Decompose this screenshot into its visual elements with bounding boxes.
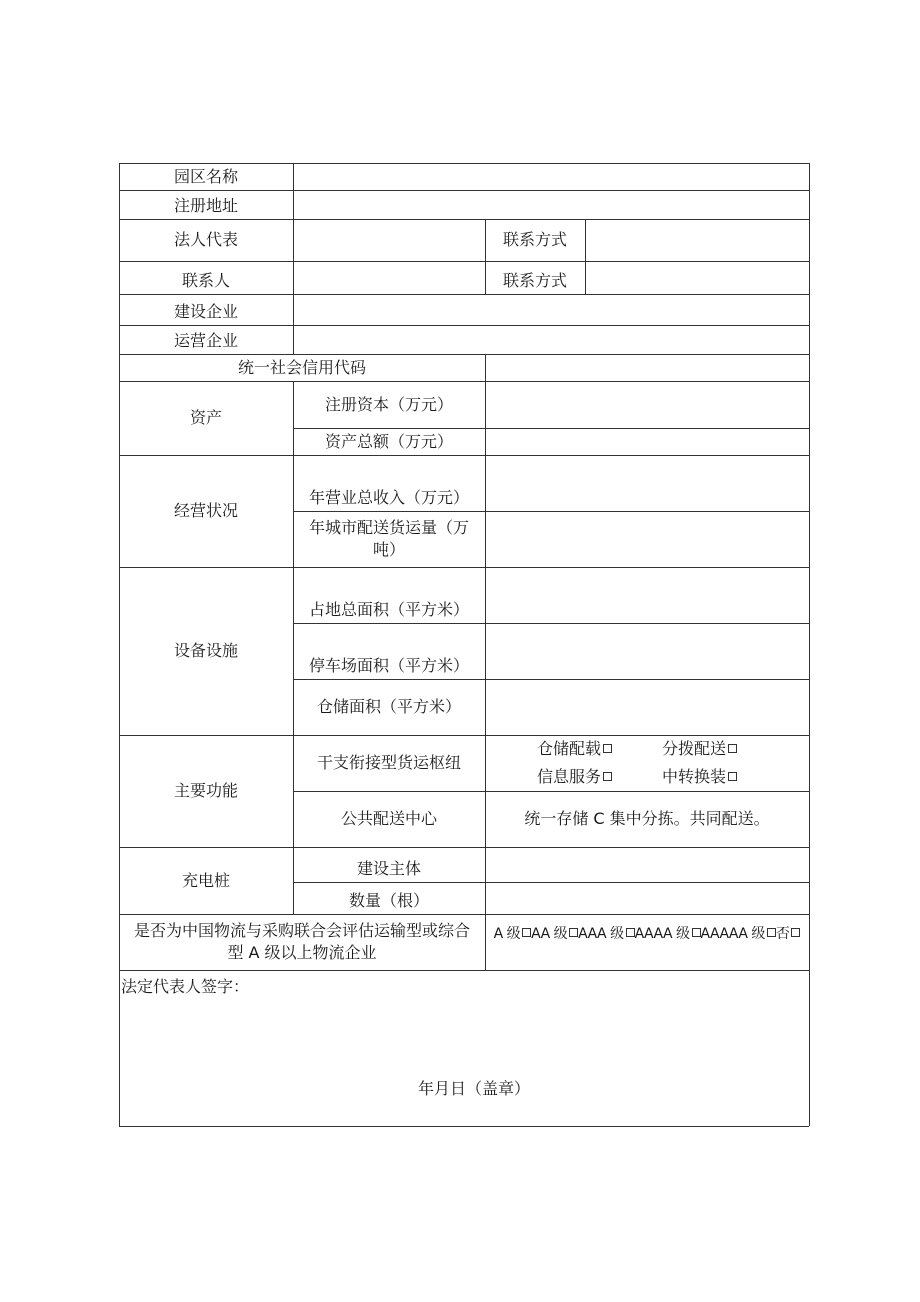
- checkbox-icon[interactable]: [791, 928, 800, 937]
- grade-aaaa-option[interactable]: [635, 923, 701, 945]
- operation-company-label: 运营企业: [173, 331, 238, 350]
- registered-address-label: 注册地址: [173, 196, 238, 215]
- annual-volume-label-line1: 年城市配送货运量（万: [308, 518, 469, 537]
- evaluation-grade-options: [485, 914, 809, 954]
- charging-quantity-field[interactable]: [485, 882, 809, 914]
- park-name-label: 园区名称: [173, 167, 238, 186]
- center-type-label: 公共配送中心: [340, 809, 437, 828]
- parking-area-field[interactable]: [485, 623, 809, 679]
- checkbox-icon[interactable]: [767, 928, 776, 937]
- annual-volume-label-line2: 吨）: [372, 540, 405, 559]
- contact-method-label-2: 联系方式: [502, 271, 567, 290]
- storage-area-field[interactable]: [485, 679, 809, 735]
- parking-area-label: 停车场面积（平方米）: [308, 656, 469, 675]
- credit-code-field[interactable]: [485, 354, 809, 381]
- charging-pile-label: 充电桩: [181, 870, 230, 890]
- registered-address-field[interactable]: [293, 190, 809, 219]
- total-assets-label: 资产总额（万元）: [324, 432, 453, 451]
- facilities-label: 设备设施: [173, 641, 238, 660]
- annual-volume-field[interactable]: [485, 511, 809, 567]
- legal-rep-signature-label: 法定代表人签字：: [121, 977, 250, 996]
- park-name-field[interactable]: [293, 163, 809, 190]
- date-seal-label: 年月日（盖章）: [417, 1079, 530, 1098]
- legal-representative-label: 法人代表: [173, 230, 238, 249]
- contact-method-field-1[interactable]: [585, 219, 809, 261]
- grade-aa-option[interactable]: [531, 923, 578, 945]
- credit-code-label: 统一社会信用代码: [237, 358, 366, 377]
- charging-quantity-label: 数量（根）: [348, 891, 429, 910]
- grade-aa-label: AA 级: [531, 926, 568, 942]
- operation-status-label: 经营状况: [173, 501, 238, 520]
- checkbox-icon[interactable]: [692, 928, 701, 937]
- grade-aaa-option[interactable]: [578, 923, 634, 945]
- option-info-service-label: 信息服务: [537, 767, 602, 786]
- annual-revenue-field[interactable]: [485, 455, 809, 511]
- storage-area-label: 仓储面积（平方米）: [316, 697, 461, 716]
- checkbox-icon[interactable]: [626, 928, 635, 937]
- charging-builder-label: 建设主体: [356, 859, 421, 878]
- center-options-text: 统一存储 C 集中分拣。共同配送。: [524, 809, 770, 828]
- main-functions-label: 主要功能: [173, 781, 238, 800]
- grade-none-option[interactable]: [776, 923, 801, 945]
- checkbox-icon[interactable]: [603, 744, 612, 753]
- contact-method-label-1: 联系方式: [502, 230, 567, 249]
- registered-capital-label: 注册资本（万元）: [324, 394, 453, 414]
- hub-type-label: 干支衔接型货运枢纽: [316, 753, 461, 772]
- option-info-service[interactable]: [537, 766, 662, 788]
- total-assets-field[interactable]: [485, 428, 809, 455]
- checkbox-icon[interactable]: [728, 772, 737, 781]
- hub-options-group: [485, 735, 809, 791]
- annual-volume-label: [293, 511, 485, 567]
- contact-method-field-2[interactable]: [585, 261, 809, 294]
- option-distribution[interactable]: [662, 738, 757, 760]
- construction-company-field[interactable]: [293, 294, 809, 325]
- checkbox-icon[interactable]: [522, 928, 531, 937]
- grade-aaaaa-option[interactable]: [701, 923, 776, 945]
- contact-person-label: 联系人: [181, 271, 230, 290]
- grade-aaa-label: AAA 级: [578, 926, 624, 942]
- evaluation-label-line1: 是否为中国物流与采购联合会评估运输型或综合: [133, 921, 470, 940]
- assets-label: 资产: [189, 408, 222, 427]
- option-storage-loading-label: 仓储配载: [537, 739, 602, 758]
- evaluation-label: [119, 914, 485, 970]
- total-area-field[interactable]: [485, 567, 809, 623]
- annual-revenue-label: 年营业总收入（万元）: [308, 488, 469, 507]
- option-transfer[interactable]: [662, 766, 757, 788]
- grade-none-label: 否: [775, 926, 790, 942]
- option-distribution-label: 分拨配送: [662, 739, 727, 758]
- grade-aaaaa-label: AAAAA 级: [700, 926, 765, 942]
- operation-company-field[interactable]: [293, 325, 809, 354]
- checkbox-icon[interactable]: [569, 928, 578, 937]
- total-area-label: 占地总面积（平方米）: [308, 600, 469, 619]
- evaluation-label-line2: 型 A 级以上物流企业: [227, 943, 377, 962]
- grade-aaaa-label: AAAA 级: [634, 926, 690, 942]
- registered-capital-field[interactable]: [485, 381, 809, 428]
- checkbox-icon[interactable]: [728, 744, 737, 753]
- signature-area[interactable]: [119, 999, 809, 1126]
- option-storage-loading[interactable]: [537, 738, 662, 760]
- contact-person-field[interactable]: [293, 261, 485, 294]
- grade-a-label: A 级: [493, 926, 521, 942]
- grade-a-option[interactable]: [494, 923, 532, 945]
- legal-representative-field[interactable]: [293, 219, 485, 261]
- charging-builder-field[interactable]: [485, 847, 809, 882]
- construction-company-label: 建设企业: [173, 302, 238, 321]
- application-form-table: [119, 163, 809, 1126]
- checkbox-icon[interactable]: [603, 772, 612, 781]
- option-transfer-label: 中转换装: [662, 767, 727, 786]
